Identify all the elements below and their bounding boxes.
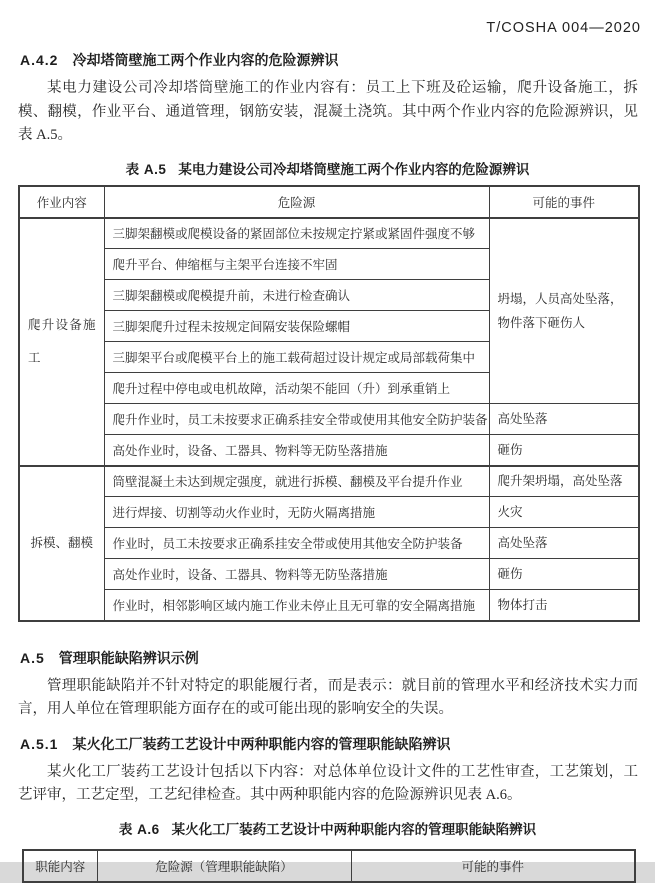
section-a5-title: 管理职能缺陷辨识示例 bbox=[58, 649, 199, 666]
table-a6-label: 表 A.6 bbox=[118, 821, 160, 837]
event-cell: 高处坠落 bbox=[489, 528, 639, 559]
hazard-cell: 高处作业时，设备、工器具、物料等无防坠落措施 bbox=[104, 559, 489, 590]
hazard-cell: 爬升过程中停电或电机故障，活动架不能回（升）到承重销上 bbox=[104, 373, 489, 404]
section-a51-number: A.5.1 bbox=[20, 735, 59, 752]
table-a6-caption-text: 某火化工厂装药工艺设计中两种职能内容的管理职能缺陷辨识 bbox=[171, 821, 537, 837]
col-header-function: 职能内容 bbox=[23, 850, 97, 882]
event-cell: 坍塌，人员高处坠落，物件落下砸伤人 bbox=[489, 218, 639, 404]
table-a5 bbox=[18, 185, 640, 622]
hazard-cell: 进行焊接、切割等动火作业时，无防火隔离措施 bbox=[104, 497, 489, 528]
table-a6 bbox=[22, 849, 636, 883]
table-a5-header-row bbox=[19, 186, 639, 218]
event-cell: 物体打击 bbox=[489, 590, 639, 621]
col-header-event: 可能的事件 bbox=[489, 186, 639, 218]
event-cell: 砸伤 bbox=[489, 435, 639, 466]
event-cell: 爬升架坍塌，高处坠落 bbox=[489, 466, 639, 497]
table-row bbox=[19, 528, 639, 559]
hazard-cell: 三脚架翻模或爬模提升前，未进行检查确认 bbox=[104, 280, 489, 311]
hazard-cell: 筒壁混凝土未达到规定强度，就进行拆模、翻模及平台提升作业 bbox=[104, 466, 489, 497]
col-header-activity: 作业内容 bbox=[19, 186, 104, 218]
section-a42-title: 冷却塔筒壁施工两个作业内容的危险源辨识 bbox=[72, 52, 339, 68]
section-a42-number: A.4.2 bbox=[20, 52, 59, 68]
table-a6-header-row bbox=[23, 850, 635, 882]
section-a51-paragraph: 某火化工厂装药工艺设计包括以下内容：对总体单位设计文件的工艺性审查，工艺策划，工艺评审，工艺定型，工艺纪律检查。其中两种职能内容的危险源辨识见表 A.6。 bbox=[18, 763, 638, 803]
hazard-cell: 作业时，员工未按要求正确系挂安全带或使用其他安全防护装备 bbox=[104, 528, 489, 559]
table-row bbox=[19, 590, 639, 621]
table-row bbox=[19, 497, 639, 528]
hazard-cell: 高处作业时，设备、工器具、物料等无防坠落措施 bbox=[104, 435, 489, 466]
section-a5-heading bbox=[20, 649, 655, 667]
table-a5-caption bbox=[0, 161, 655, 179]
hazard-cell: 三脚架爬升过程未按规定间隔安装保险螺帽 bbox=[104, 311, 489, 342]
col-header-event: 可能的事件 bbox=[351, 850, 635, 882]
activity-cell-climbing: 爬升设备施工 bbox=[19, 218, 104, 466]
section-a51-heading bbox=[20, 735, 655, 753]
section-a51-title: 某火化工厂装药工艺设计中两种职能内容的管理职能缺陷辨识 bbox=[72, 735, 451, 752]
table-a5-caption-text: 某电力建设公司冷却塔筒壁施工两个作业内容的危险源辨识 bbox=[178, 161, 530, 177]
table-a5-label: 表 A.5 bbox=[125, 161, 167, 177]
col-header-hazard-defect: 危险源（管理职能缺陷） bbox=[97, 850, 351, 882]
table-row bbox=[19, 559, 639, 590]
hazard-cell: 作业时，相邻影响区域内施工作业未停止且无可靠的安全隔离措施 bbox=[104, 590, 489, 621]
hazard-cell: 爬升作业时，员工未按要求正确系挂安全带或使用其他安全防护装备 bbox=[104, 404, 489, 435]
hazard-cell: 爬升平台、伸缩框与主架平台连接不牢固 bbox=[104, 249, 489, 280]
event-cell: 火灾 bbox=[489, 497, 639, 528]
hazard-cell: 三脚架平台或爬模平台上的施工载荷超过设计规定或局部载荷集中 bbox=[104, 342, 489, 373]
section-a5-number: A.5 bbox=[20, 649, 45, 666]
table-row bbox=[19, 435, 639, 466]
event-cell: 高处坠落 bbox=[489, 404, 639, 435]
table-row bbox=[19, 218, 639, 249]
col-header-hazard: 危险源 bbox=[104, 186, 489, 218]
section-a42-paragraph: 某电力建设公司冷却塔筒壁施工的作业内容有：员工上下班及砼运输，爬升设备施工，拆模、翻模，作业平台、通道管理，钢筋安装，混凝土浇筑。其中两个作业内容的危险源辨识，见表 A.5。 bbox=[18, 80, 638, 143]
section-a5-paragraph: 管理职能缺陷并不针对特定的职能履行者，而是表示：就目前的管理水平和经济技术实力而言，用人单位在管理职能方面存在的或可能出现的影响安全的失误。 bbox=[18, 677, 638, 717]
table-row bbox=[19, 466, 639, 497]
activity-cell-demolding: 拆模、翻模 bbox=[19, 466, 104, 621]
standard-number: T/COSHA 004—2020 bbox=[486, 20, 641, 36]
table-a6-caption bbox=[0, 821, 655, 839]
section-a42-heading bbox=[20, 51, 655, 69]
hazard-cell: 三脚架翻模或爬模设备的紧固部位未按规定拧紧或紧固件强度不够 bbox=[104, 218, 489, 249]
table-row bbox=[19, 404, 639, 435]
event-cell: 砸伤 bbox=[489, 559, 639, 590]
